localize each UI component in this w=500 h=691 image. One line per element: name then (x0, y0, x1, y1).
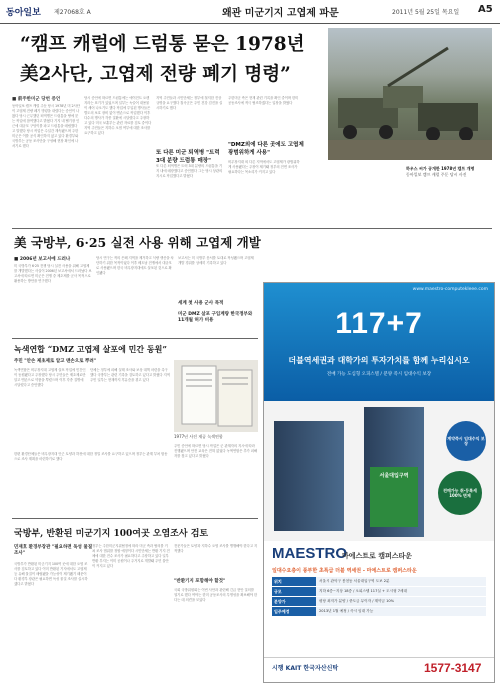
ad-row-value: 2013년 1월 예정 / 즉시 임대 가능 (316, 607, 486, 616)
article1-body-col3b: 또 다른 퇴역병은 트럭 3대 분량의 드럼통을 기지 내에 매장했다고 증언했다 그는 당시 상관의 지시로 작업했다고 밝혔다 (156, 164, 223, 178)
article1-body-col4: 주한미군 측은 현재 관련 기록을 확인 중이며 한미 공동조사에 적극 협조하겠다는 입장을 밝혔다 (228, 96, 299, 105)
section-title: 왜관 미군기지 고엽제 파문 (222, 8, 339, 19)
issue-number: 제27068호 A (54, 9, 91, 16)
ad-banner (264, 283, 494, 401)
divider3 (12, 518, 258, 519)
ad-logo-sub: 마에스트로 캠퍼스타운 (342, 552, 413, 560)
article1-byline: ■ 前주한미군 당번 증언 (12, 97, 61, 102)
article3-photo-caption: 1977년 사진 제공 녹색연합 (174, 434, 223, 439)
ad-brand: 시행 KAIT 한국자산신탁 (272, 665, 339, 672)
article3-body-col3: 주민 증언에 따르면 당시 작업은 군 관계자의 지시에 따라 진행됐으며 안전 교육은 전혀 없었다 녹색연합은 추가 피해자를 찾고 있다고 밝혔다 (174, 444, 258, 458)
article2-body-col1: 미 국방부가 6·25 전쟁 당시 실전 사용을 위해 고엽제를 개발했다는 사실이 2006년 보고서에서 드러났다 보고서에 따르면 미군은 전쟁 중 제초제를 군사 목적으로 활용하는 방안을 연구했다 (14, 264, 92, 283)
ad-badge-resale: 전매가능 취·등록세 100% 면제 (438, 471, 482, 515)
article3-body-col1b: 한편 환경단체들은 비무장지대 인근 토양과 하천에 대한 정밀 조사를 요구하고 있으며 정부는 관계 부처 합동으로 조사 계획을 마련하기로 했다 (14, 452, 168, 461)
article3-body-col2: 단체는 정부에 피해 실태 조사와 보상 대책 마련을 촉구했다 국방부는 관련 기록을 검토하고 있다고 밝혔다 지역 주민 일부는 현재까지 후유증을 겪고 있다 (90, 368, 170, 382)
article1-subhead1: 또 다른 미군 퇴역병 "트럭 3대 분량 드럼통 매장" (156, 150, 220, 164)
page-number: A5 (478, 4, 493, 15)
ad-row-value: 평당 최저가 분양 / 중도금 무이자 / 계약금 10% (316, 597, 486, 606)
article3-body-col1: 녹색연합은 비무장지대 고엽제 살포 작업에 민간인이 동원됐다고 주장했다 당시 주민들은 제초제로만 알고 맨손으로 약품을 뿌렸으며 이후 각종 질병에 시달렸다고 증언했다 (14, 368, 86, 387)
ad-row-value: 서울시 관악구 봉천동 서울대입구역 도보 2분 (316, 577, 486, 586)
ad-row (272, 597, 486, 606)
ad-row (272, 577, 486, 586)
main-headline-line2: 美2사단, 고엽제 전량 폐기 명령” (20, 64, 291, 85)
article2-body-col3: 보고서는 미 국방부 문서를 토대로 작성됐으며 고엽제 개발 경위를 상세히 기록하고 있다 (178, 256, 254, 265)
divider2 (12, 338, 258, 339)
article3-headline: 녹색연합 “DMZ 고엽제 살포에 민간 동원” (14, 344, 167, 354)
article2-subhead2: 미군 DMZ 살포 구입계량 한국정부와 11개월 허가 비용 (178, 312, 253, 323)
ad-url[interactable]: www.maestro-computekleee.com (412, 287, 488, 292)
article1-body-col1: 동아일보 캠프 캐럴 주둔 당시 1978년 미 2사단이 고엽제 전량 폐기 명령을 내렸다는 증언이 나왔다 당시 근무했던 퇴역병은 드럼통을 땅에 묻는 작업에 참여했다고 밝혔다 기지 내 헬기장 인근에 대규모 구덩이를 파고 드럼통을 매립했다고 말했다 당시 작업은 수일간 계속됐으며 주한미군은 이를 공식 확인하지 않고 있다 환경부와 국방부는 공동 조사단을 구성해 현장 확인에 나서기로 했다 (12, 104, 80, 148)
article4-subhead: 민재호 환경부장관 "필요하면 독성 물질 조사" (14, 545, 93, 556)
tower-image (364, 407, 424, 537)
divider (12, 228, 492, 229)
ad-row-key: 분양가 (272, 597, 316, 606)
camp-photo (328, 28, 492, 160)
article3-subhead: 주민 "안손 제초제로 알고 맨손으로 뿌려" (14, 359, 97, 364)
article4-subhead2: "반환기지 포함해야 할것" (174, 579, 226, 584)
ad-badge-income: 계약즉시 임대수익 보장 (446, 421, 486, 461)
article1-body-col2: 당시 증언에 따르면 드럼통에는 에이전트 오렌지라는 표기가 있었으며 일부는 녹슬어 내용물이 새어 나오기도 했다 작업에 투입된 병사들은 별도의 보호 장비 없이 맨손으로 작업했다 이후 다수의 병사가 각종 질환에 시달렸다고 주장하고 있다 미국 보훈부는 관련 자료를 검토 중이다 지역 주민들은 지하수 오염 여부에 대한 조사를 요구하고 있다 (84, 96, 152, 135)
issue-date: 2011년 5월 25일 목요일 (392, 9, 460, 16)
ad-unit-count: 117+7 (335, 307, 423, 340)
article2-headline: 美 국방부, 6·25 실전 사용 위해 고엽제 개발 (14, 235, 261, 250)
article4-body-col1: 국방부가 반환된 미군기지 100여 곳에 대한 오염 조사를 검토하고 있다 이미 반환된 기지에서도 고엽제 등 유해 물질이 매립됐을 가능성이 제기됐기 때문이다 환경부 장관은 필요하면 독성 물질 조사를 실시하겠다고 밝혔다 (14, 562, 88, 586)
building-image (274, 421, 344, 531)
article4-body-col2: 정부는 주한미군지위협정에 따라 미군 측과 협의를 거쳐 조사 범위를 정할 예정이다 시민단체는 반환 기지 전체에 대한 전수 조사가 필요하다고 주장하고 있다 일부 반환 부지는 이미 공원이나 주거지로 개발돼 주민 불안이 커지고 있다 (92, 544, 170, 568)
ad-slogan: 더블역세권과 대학가의 투자가치를 함께 누리십시오 (288, 356, 470, 365)
photo1-caption-title: 하우스 씨가 공개한 1978년 캠프 개명 (406, 166, 475, 171)
article1-body-col3: 지역 주민들과 시민단체는 정부에 철저한 진상 규명을 요구했다 칠곡군은 주민 건강 검진을 실시하기로 했다 (156, 96, 223, 110)
ad-row-key: 입주예정 (272, 607, 316, 616)
ad-row (272, 587, 486, 596)
photo1-caption (406, 166, 492, 228)
ad-building-area (264, 401, 494, 541)
document-image (174, 360, 258, 432)
newspaper-logo: 동아일보 (6, 8, 41, 18)
article2-subhead: 세계 첫 사용 군사 목적 (178, 301, 224, 306)
maestro-advertisement[interactable] (263, 282, 495, 683)
masthead (0, 0, 500, 24)
photo1-caption-text: 동아일보 캠프 캐럴 주둔 당시 사진 (406, 171, 467, 177)
main-headline-line1: “캠프 캐럴에 드럼통 묻은 1978년 (20, 34, 305, 55)
ad-tagline: 일대수요층이 풍부한 초특급 더블 역세권 - 마에스트로 캠퍼스타운 (272, 568, 417, 574)
ad-row-value: 지하 6층~지상 18층 / 오피스텔 117실 + 도시형 7세대 (316, 587, 486, 596)
ad-row-key: 규모 (272, 587, 316, 596)
article4-body-col3b: 국회 국방위원회는 이번 사안과 관련해 긴급 현안 질의를 열기로 했다 여야는 한미 공동조사의 투명성을 확보해야 한다는 데 의견을 모았다 (174, 588, 258, 602)
ad-phone-number[interactable]: 1577-3147 (424, 661, 482, 675)
article4-headline: 국방부, 반환된 미군기지 100여곳 오염조사 검토 (14, 529, 209, 539)
ad-logo: MAESTRO (272, 545, 347, 562)
military-trucks-image (328, 28, 492, 160)
main-headline (20, 30, 320, 90)
article2-body-col2: 당시 연구는 적의 은폐 지역을 제거하고 식량 생산을 차단하기 위한 목적이었다 이후 베트남 전쟁에서 대규모로 사용됐으며 한국 비무장지대에도 살포된 것으로 확인됐다 (96, 256, 174, 275)
article3-photo (174, 360, 258, 432)
ad-info-table (272, 577, 486, 617)
article1-subhead2: "DMZ외에 다른 곳에도 고엽제 광범위하게 사용" (228, 142, 304, 156)
ad-row-key: 위치 (272, 577, 316, 586)
ad-subslogan: 전매 가능 도심형 오피스텔 / 분양 즉시 임대수익 보장 (326, 372, 432, 377)
building-sign: 서울대입구역 (370, 467, 418, 527)
article2-byline: ■ 2006년 보고서에 드러나 (14, 257, 71, 262)
ad-row (272, 607, 486, 616)
article1-body-col4b: 비무장지대 외 다른 지역에서도 고엽제가 광범위하게 사용됐다는 주장이 제기돼 정부의 전면 조사가 필요하다는 목소리가 커지고 있다 (228, 160, 300, 174)
article4-body-col3: 전문가들은 토양과 지하수 오염 조사를 병행해야 한다고 지적했다 (174, 544, 258, 553)
